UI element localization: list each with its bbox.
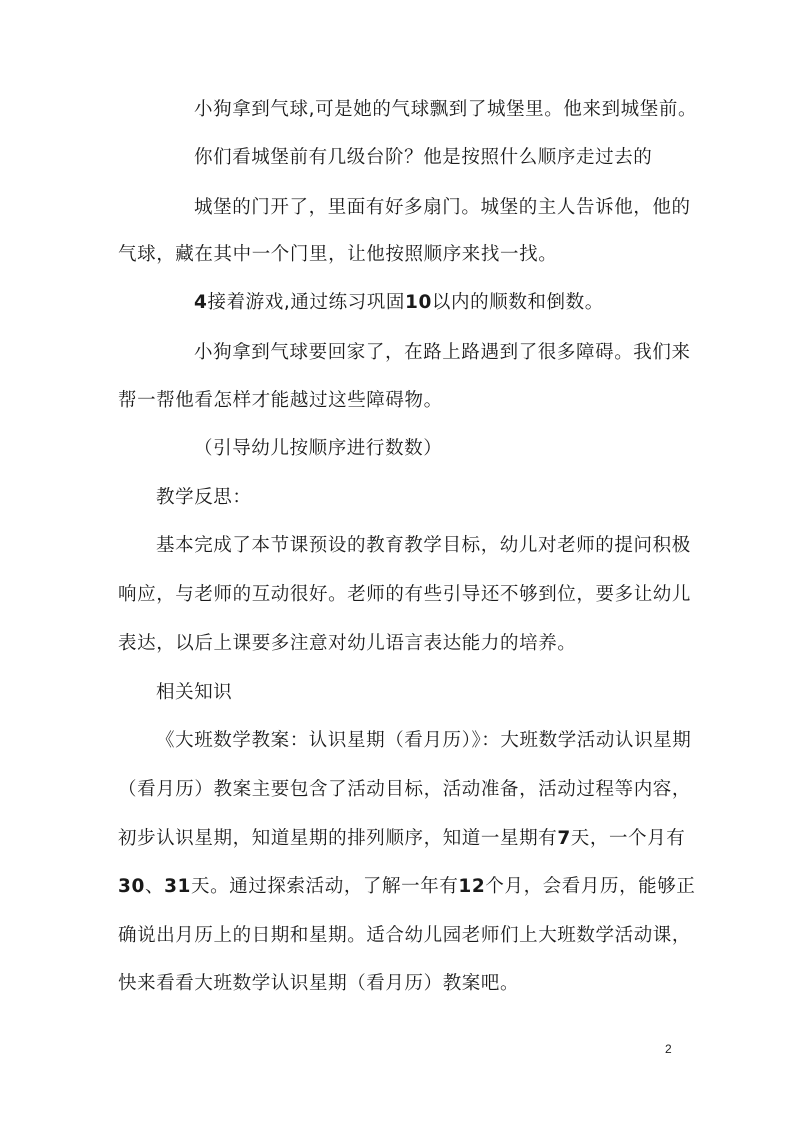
paragraph-line: 4接着游戏,通过练习巩固10以内的顺数和倒数。 bbox=[194, 292, 604, 313]
paragraph-line: 基本完成了本节课预设的教育教学目标，幼儿对老师的提问积极 bbox=[156, 535, 691, 556]
paragraph-line: 气球，藏在其中一个门里，让他按照顺序来找一找。 bbox=[118, 244, 558, 265]
paragraph-line: 表达，以后上课要多注意对幼儿语言表达能力的培养。 bbox=[118, 633, 577, 654]
paragraph-line: 小狗拿到气球,可是她的气球飘到了城堡里。他来到城堡前。 bbox=[194, 99, 698, 120]
paragraph-line: 初步认识星期，知道星期的排列顺序，知道一星期有7天，一个月有 bbox=[118, 828, 686, 849]
paragraph-line: （看月历）教案主要包含了活动目标，活动准备，活动过程等内容， bbox=[118, 779, 692, 800]
paragraph-line: 确说出月历上的日期和星期。适合幼儿园老师们上大班数学活动课， bbox=[118, 925, 692, 946]
number-text: 31 bbox=[164, 876, 192, 897]
paragraph-line: 城堡的门开了，里面有好多扇门。城堡的主人告诉他，他的 bbox=[194, 197, 691, 218]
number-text: 7 bbox=[557, 828, 571, 849]
paragraph-line: 帮一帮他看怎样才能越过这些障碍物。 bbox=[118, 390, 443, 411]
page-number: 2 bbox=[665, 1042, 672, 1056]
paragraph-line: 小狗拿到气球要回家了，在路上路遇到了很多障碍。我们来 bbox=[194, 342, 691, 363]
paragraph-line: （引导幼儿按顺序进行数数） bbox=[194, 438, 443, 459]
paragraph-line: 响应，与老师的互动很好。老师的有些引导还不够到位，要多让幼儿 bbox=[118, 584, 692, 605]
paragraph-line: 《大班数学教案：认识星期（看月历）》：大班数学活动认识星期 bbox=[156, 730, 692, 751]
paragraph-line: 30、31天。通过探索活动，了解一年有12个月，会看月历，能够正 bbox=[118, 876, 696, 897]
paragraph-line: 你们看城堡前有几级台阶？他是按照什么顺序走过去的 bbox=[194, 147, 653, 168]
number-text: 4 bbox=[194, 292, 208, 313]
number-text: 30 bbox=[118, 876, 145, 897]
number-text: 12 bbox=[458, 876, 486, 897]
paragraph-line: 快来看看大班数学认识星期（看月历）教案吧。 bbox=[118, 973, 520, 994]
section-heading: 相关知识 bbox=[156, 682, 233, 703]
number-text: 10 bbox=[404, 292, 432, 313]
section-heading: 教学反思： bbox=[156, 487, 252, 508]
